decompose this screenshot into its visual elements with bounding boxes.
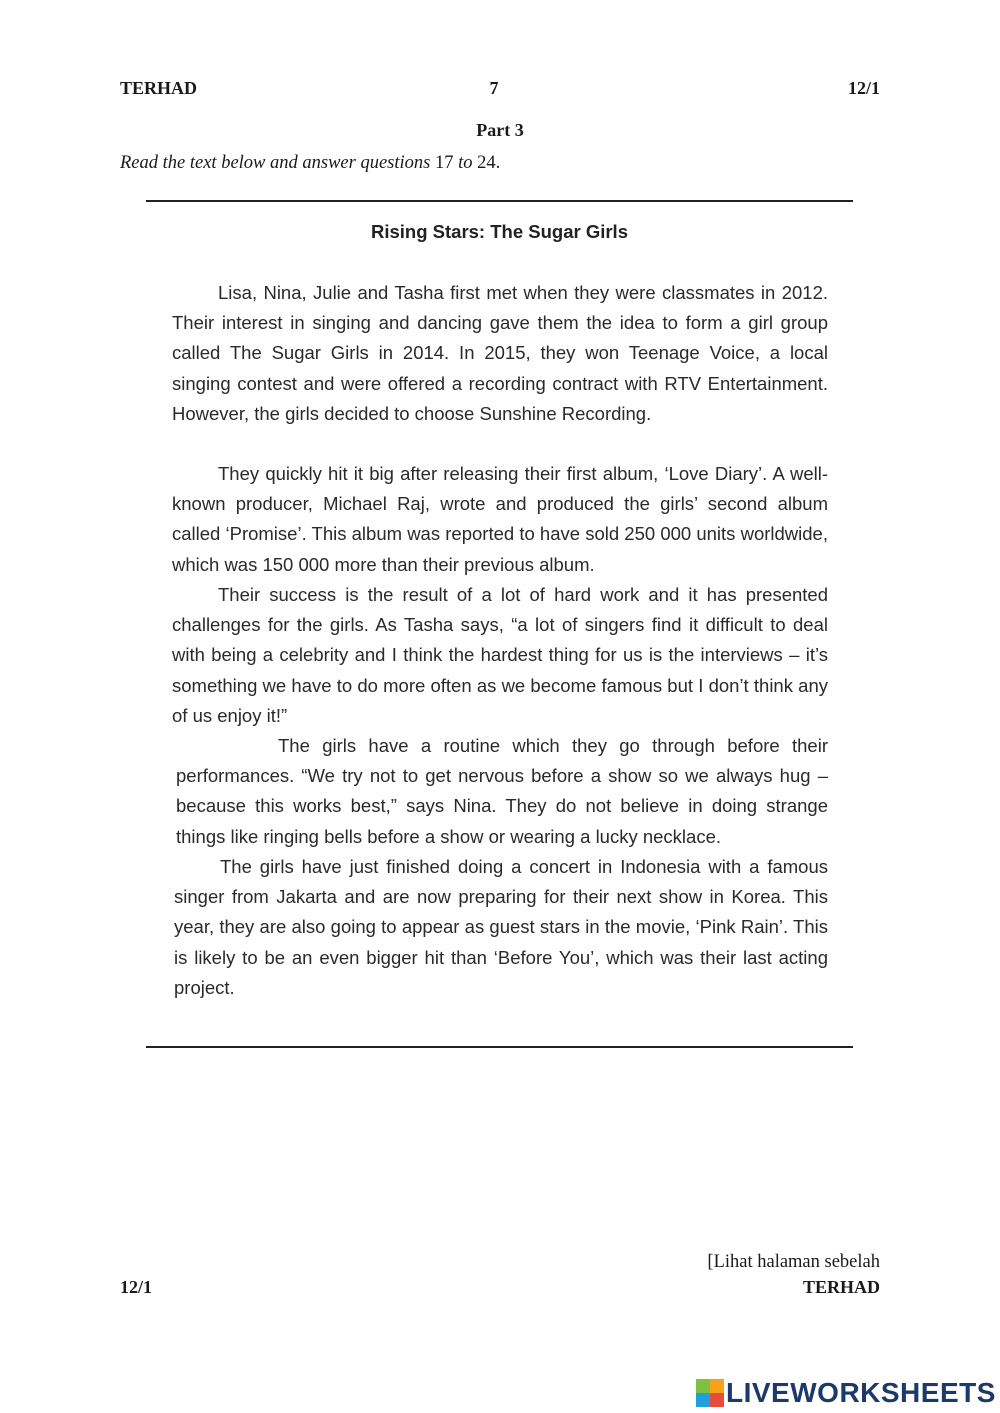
bottom-divider <box>146 1046 853 1048</box>
logo-tile-orange <box>710 1379 724 1393</box>
article-paragraph-1: Lisa, Nina, Julie and Tasha first met when they were classmates in 2012. Their interest in singing and dancing gave them the idea to form a girl group called The Sugar Girls in 2014. In 2015, they won Teenage Voice, a local singing contest and were offered a recording contract with RTV Entertainment. However, the girls decided to choose Sunshine Recording. <box>172 282 828 424</box>
instruction-text <box>120 153 500 174</box>
top-divider <box>146 200 853 202</box>
instruction-end: . <box>495 153 501 173</box>
header-left-label: TERHAD <box>120 78 198 98</box>
instruction-from: 17 <box>434 153 454 173</box>
instruction-to-word: to <box>458 153 473 173</box>
part-title: Part 3 <box>476 120 524 140</box>
article-paragraph-2: They quickly hit it big after releasing their first album, ‘Love Diary’. A well-known producer, Michael Raj, wrote and produced the girls’ second album called ‘Promise’. This album was reported to have sold 250 000 units worldwide, which was 150 000 more than their previous album. <box>172 463 828 575</box>
article-paragraph-3: Their success is the result of a lot of hard work and it has presented challenges for the girls. As Tasha says, “a lot of singers find it difficult to deal with being a celebrity and I think the hardest thing for us is the interviews – it’s something we have to do more often as we become famous but I don’t think any of us enjoy it!” <box>172 584 828 726</box>
instruction-italic: Read the text below and answer questions <box>120 153 435 173</box>
article-paragraph-5: The girls have just finished doing a concert in Indonesia with a famous singer from Jakarta and are now preparing for their next show in Korea. This year, they are also going to appear as guest stars in the movie, ‘Pink Rain’. This is likely to be an even bigger hit than ‘Before You’, which was their last acting project. <box>174 856 828 998</box>
liveworksheets-logo-text: LIVEWORKSHEETS <box>726 1377 996 1408</box>
liveworksheets-logo[interactable] <box>696 1378 996 1408</box>
instruction-to: 24 <box>477 153 496 173</box>
liveworksheets-logo-icon <box>696 1379 724 1407</box>
article-title: Rising Stars: The Sugar Girls <box>370 221 628 242</box>
footer-next-page-note: [Lihat halaman sebelah <box>707 1252 880 1272</box>
logo-tile-blue <box>696 1393 710 1407</box>
footer-left-code: 12/1 <box>120 1277 153 1297</box>
logo-tile-red <box>710 1393 724 1407</box>
article-paragraph-4: The girls have a routine which they go through before their performances. “We try not to get nervous before a show so we always hug – because this works best,” says Nina. They do not believe in doing strange things like ringing bells before a show or wearing a lucky necklace. <box>176 735 828 847</box>
header-right-code: 12/1 <box>847 78 880 98</box>
footer-right-label: TERHAD <box>802 1277 880 1297</box>
logo-tile-green <box>696 1379 710 1393</box>
page-number: 7 <box>489 78 499 98</box>
